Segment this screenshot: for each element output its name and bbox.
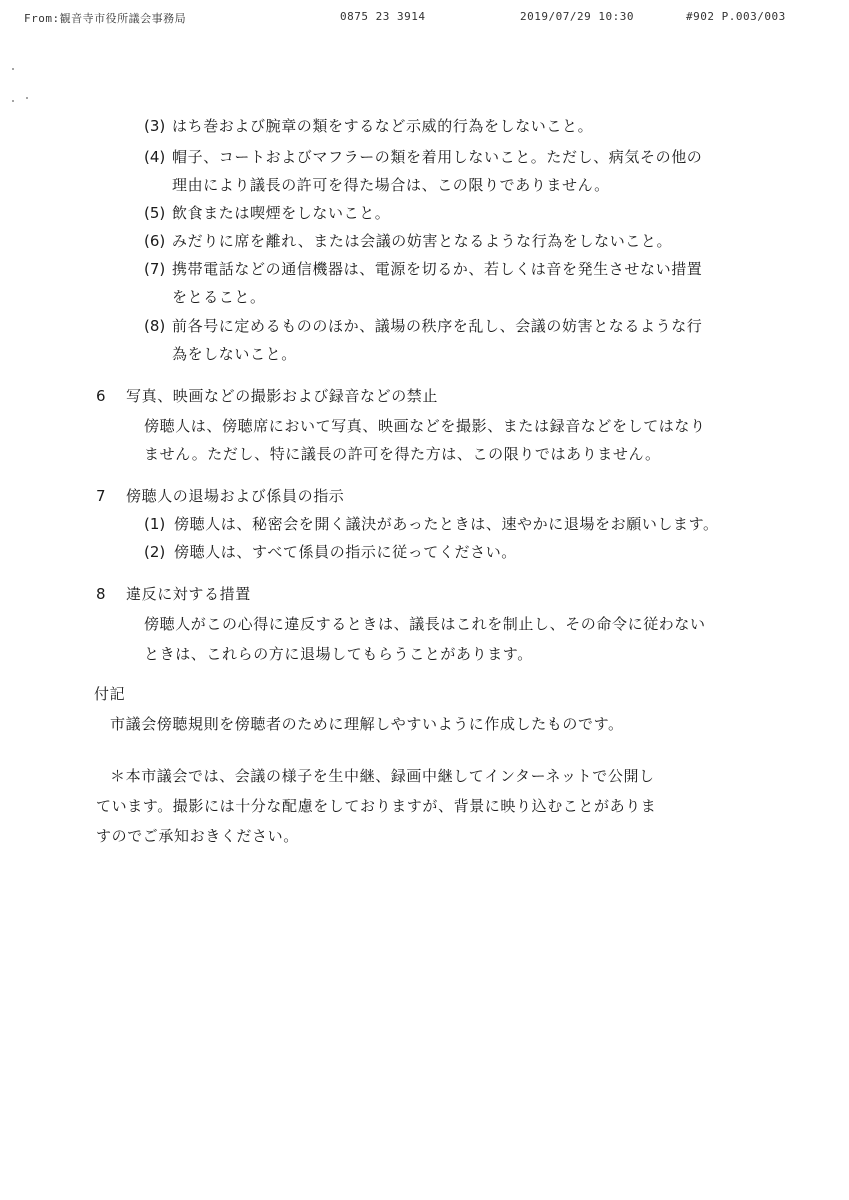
- list-item-text-continued: をとること。: [172, 288, 266, 306]
- supplement-heading: 付記: [94, 685, 126, 703]
- scan-speck: [12, 100, 14, 102]
- list-item-text: みだりに席を離れ、または会議の妨害となるような行為をしないこと。: [172, 232, 673, 250]
- fax-phone-number: 0875 23 3914: [340, 10, 426, 23]
- list-item-number: (4): [144, 148, 166, 166]
- list-item-number: (3): [144, 117, 166, 135]
- fax-sender: From:観音寺市役所議会事務局: [24, 12, 187, 25]
- section-number: 6: [96, 387, 106, 405]
- fax-page-number: #902 P.003/003: [686, 10, 786, 23]
- note-text: すのでご承知おきください。: [96, 827, 299, 845]
- scan-speck: [26, 97, 28, 99]
- section-title: 違反に対する措置: [126, 585, 251, 603]
- list-item-number: (5): [144, 204, 166, 222]
- section-body: ません。ただし、特に議長の許可を得た方は、この限りではありません。: [144, 445, 661, 463]
- list-item-text: 傍聴人は、すべて係員の指示に従ってください。: [174, 543, 517, 561]
- section-number: 7: [96, 487, 106, 505]
- list-item-text: 飲食または喫煙をしないこと。: [172, 204, 391, 222]
- note-text: ています。撮影には十分な配慮をしておりますが、背景に映り込むことがありま: [96, 797, 657, 815]
- fax-header: [0, 10, 849, 26]
- list-item-text: はち巻および腕章の類をするなど示威的行為をしないこと。: [172, 117, 594, 135]
- scan-speck: [12, 68, 14, 70]
- list-item-number: (1): [144, 515, 166, 533]
- fax-datetime: 2019/07/29 10:30: [520, 10, 634, 23]
- list-item-number: (6): [144, 232, 166, 250]
- list-item-text: 傍聴人は、秘密会を開く議決があったときは、速やかに退場をお願いします。: [174, 515, 719, 533]
- note-text: ＊本市議会では、会議の様子を生中継、録画中継してインターネットで公開し: [110, 767, 655, 785]
- list-item-number: (8): [144, 317, 166, 335]
- list-item-text: 帽子、コートおよびマフラーの類を着用しないこと。ただし、病気その他の: [172, 148, 703, 166]
- list-item-number: (2): [144, 543, 166, 561]
- list-item-number: (7): [144, 260, 166, 278]
- section-body: ときは、これらの方に退場してもらうことがあります。: [144, 645, 533, 663]
- list-item-text-continued: 理由により議長の許可を得た場合は、この限りでありません。: [172, 176, 610, 194]
- section-title: 傍聴人の退場および係員の指示: [126, 487, 345, 505]
- section-title: 写真、映画などの撮影および録音などの禁止: [126, 387, 439, 405]
- list-item-text-continued: 為をしないこと。: [172, 345, 297, 363]
- section-body: 傍聴人は、傍聴席において写真、映画などを撮影、または録音などをしてはなり: [144, 417, 706, 435]
- section-body: 傍聴人がこの心得に違反するときは、議長はこれを制止し、その命令に従わない: [144, 615, 706, 633]
- supplement-text: 市議会傍聴規則を傍聴者のために理解しやすいように作成したものです。: [110, 715, 624, 733]
- list-item-text: 前各号に定めるもののほか、議場の秩序を乱し、会議の妨害となるような行: [172, 317, 703, 335]
- section-number: 8: [96, 585, 106, 603]
- list-item-text: 携帯電話などの通信機器は、電源を切るか、若しくは音を発生させない措置: [172, 260, 703, 278]
